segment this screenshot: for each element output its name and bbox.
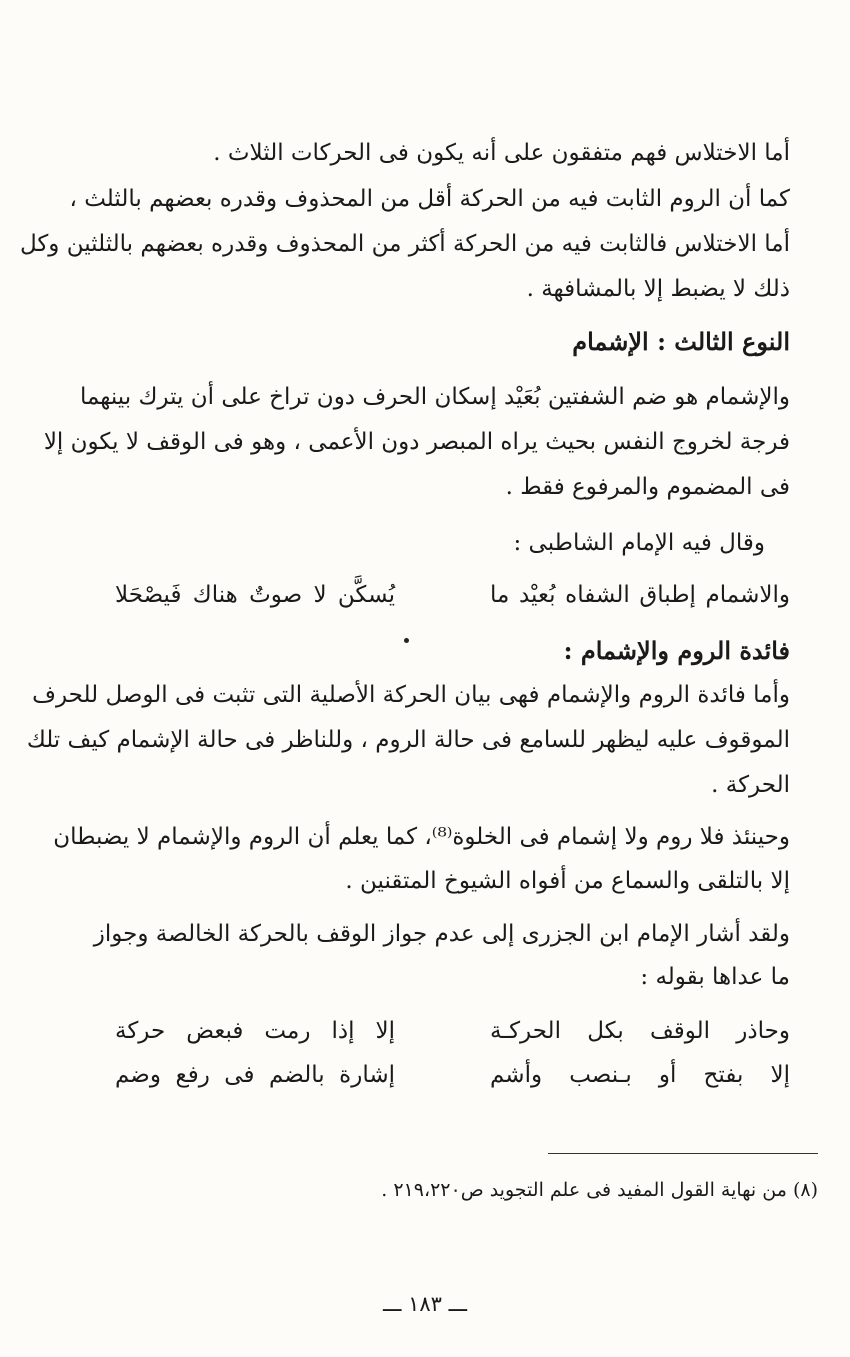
- footnote-divider: [548, 1153, 818, 1154]
- paragraph1-line2: كما أن الروم الثابت فيه من الحركة أقل من المحذوف وقدره بعضهم بالثلث ،: [69, 186, 790, 212]
- paragraph3-line2: الموقوف عليه ليظهر للسامع فى حالة الروم ، وللناظر فى حالة الإشمام كيف تلك: [26, 727, 790, 753]
- paragraph1-line4: ذلك لا يضبط إلا بالمشافهة .: [526, 276, 790, 302]
- paragraph1-line1: أما الاختلاس فهم متفقون على أنه يكون فى الحركات الثلاث .: [213, 140, 790, 166]
- verse3-first-hemistich: إلا بفتح أو بـنصب وأشم: [490, 1062, 790, 1088]
- paragraph1-line3: أما الاختلاس فالثابت فيه من الحركة أكثر من المحذوف وقدره بعضهم بالثلثين وكل: [19, 231, 790, 257]
- verse1-first-hemistich: والاشمام إطباق الشفاه بُعيْد ما: [490, 582, 790, 608]
- paragraph3-line1: وأما فائدة الروم والإشمام فهى بيان الحركة الأصلية التى تثبت فى الوصل للحرف: [32, 682, 790, 708]
- paragraph2-line1: والإشمام هو ضم الشفتين بُعَيْد إسكان الحرف دون تراخ على أن يترك بينهما: [79, 384, 790, 410]
- paragraph4-line1: وحينئذ فلا روم ولا إشمام فى الخلوة⁽⁸⁾، كما يعلم أن الروم والإشمام لا يضبطان: [53, 824, 790, 850]
- verse2-second-hemistich: إلا إذا رمت فبعض حركة: [115, 1018, 395, 1044]
- paragraph5-line2: ما عداها بقوله :: [640, 964, 790, 990]
- page-number: ـــ ١٨٣ ـــ: [382, 1292, 468, 1316]
- heading-benefit: فائدة الروم والإشمام :: [563, 636, 790, 665]
- shatibi-intro: وقال فيه الإمام الشاطبى :: [513, 530, 765, 556]
- paragraph4-line2: إلا بالتلقى والسماع من أفواه الشيوخ المتقنين .: [345, 868, 790, 894]
- paragraph3-line3: الحركة .: [711, 772, 790, 798]
- verse3-second-hemistich: إشارة بالضم فى رفع وضم: [115, 1062, 395, 1088]
- verse1-second-hemistich: يُسكَّن لا صوتٌ هناك فَيصْحَلا: [115, 582, 395, 608]
- paragraph2-line2: فرجة لخروج النفس بحيث يراه المبصر دون الأعمى ، وهو فى الوقف لا يكون إلا: [43, 429, 790, 455]
- heading-ishmam: النوع الثالث : الإشمام: [572, 327, 790, 356]
- paragraph2-line3: فى المضموم والمرفوع فقط .: [505, 474, 790, 500]
- paragraph5-line1: ولقد أشار الإمام ابن الجزرى إلى عدم جواز الوقف بالحركة الخالصة وجواز: [93, 921, 790, 947]
- footnote: (٨) من نهاية القول المفيد فى علم التجويد ص٢١٩،٢٢٠ .: [381, 1179, 818, 1201]
- ink-dot: [404, 638, 409, 643]
- verse2-first-hemistich: وحاذر الوقف بكل الحركـة: [490, 1018, 790, 1044]
